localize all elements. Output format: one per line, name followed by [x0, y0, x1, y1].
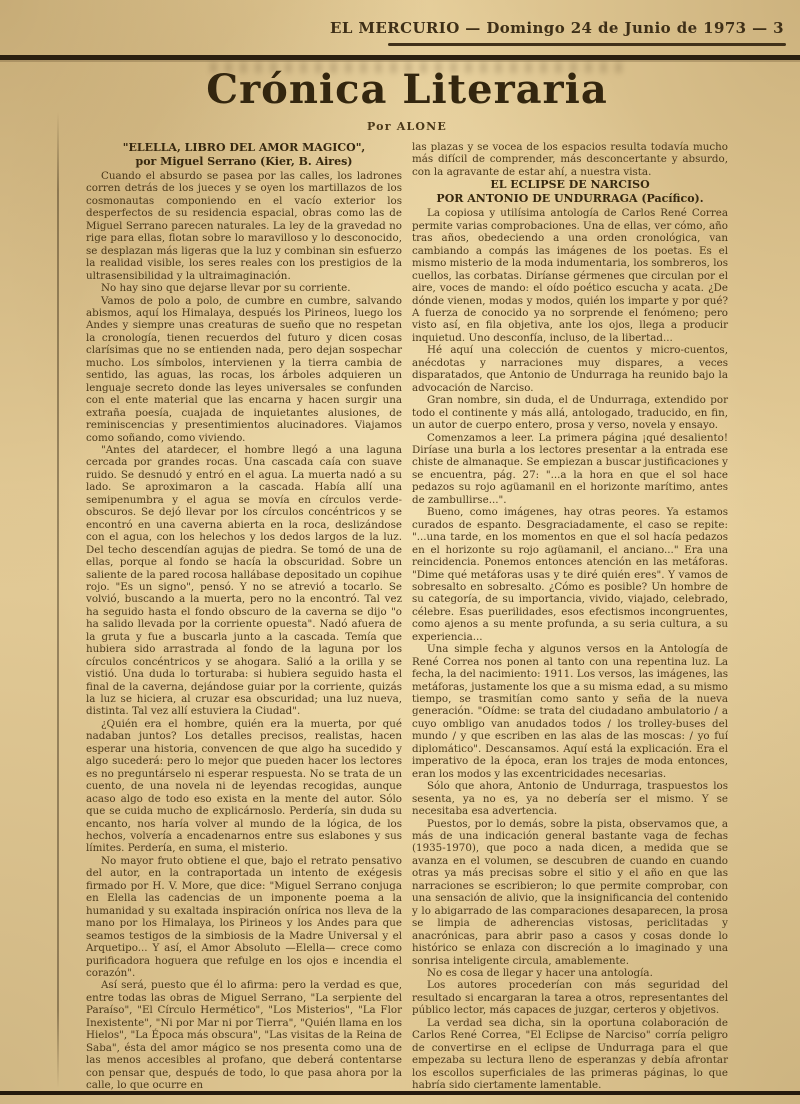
paragraph: Cuando el absurdo se pasea por las calles, los ladrones corren detrás de los jueces y se oyen los martillazos de los cosmonautas componiendo en el vacío exterior los desperfectos de su residencia espacial, obras como las de Miguel Serrano parecen naturales. La ley de la gravedad no rige para ellas, flotan sobre lo maravilloso y lo desconocido, se desplazan más ligeras que la luz y combinan sin esfuerzo la realidad visible, los seres reales con los prestigios de la ultrasensibilidad y la ultraimaginación. [86, 170, 402, 282]
byline: Por ALONE [366, 120, 448, 133]
paragraph: La copiosa y utilísima antología de Carlos René Correa permite varias comprobaciones. Una de ellas, ver cómo, año tras años, obedeciendo a una orden cronológica, van cambiando a compás las imágenes de los poetas. Es el mismo misterio de la moda indumentaria, los sombreros, los cuellos, las corbatas. Diríanse gérmenes que circulan por el aire, voces de mando: el oído poético escucha y acata. ¿De dónde vienen, modas y modos, quién los imparte y por qué? A fuerza de conocido ya no sorprende el fenómeno; pero visto así, en fila objetiva, ante los ojos, llega a producir inquietud. Uno desconfía, incluso, de la libertad... [412, 207, 728, 344]
paragraph: Una simple fecha y algunos versos en la Antología de René Correa nos ponen al tanto con una repentina luz. La fecha, la del nacimiento: 1911. Los versos, las imágenes, las metáforas, justamente los que a su misma edad, a su mismo tiempo, se trasmitían como santo y seña de la nueva generación. "Oídme: se trata del ciudadano ambulatorio / a cuyo ombligo van anudados todos / los trolley-buses del mundo / y que escriben en las alas de las moscas: / yo fuí diplomático". Descansamos. Aquí está la explicación. Era el imperativo de la época, eran los trajes de moda entonces, eran los modos y las excentricidades necesarias. [412, 643, 728, 780]
right-column [412, 141, 728, 1092]
paragraph: Comenzamos a leer. La primera página ¡qué desaliento! Diríase una burla a los lectores presentar a la entrada ese chiste de almanaque. Se empiezan a buscar justificaciones y se encuentra, pág. 27: "...a la hora en que el sol hace pedazos su rojo agüamanil en el horizonte marítimo, antes de zambullirse...". [412, 431, 728, 506]
paragraph: Así será, puesto que él lo afirma: pero la verdad es que, entre todas las obras de Miguel Serrano, "La serpiente del Paraíso", "El Círculo Hermético", "Los Misterios", "La Flor Inexistente", "Ni por Mar ni por Tierra", "Quién llama en los Hielos", "La Época más obscura", "Las visitas de la Reina de Saba", ésta del amor mágico se nos presenta como una de las menos accesibles al profano, que deberá contentarse con pensar que, después de todo, lo que pasa ahora por la calle, lo que ocurre en [86, 979, 402, 1092]
page-title: Crónica Literaria [206, 66, 608, 113]
left-column [86, 141, 402, 1092]
article-heading-elella [86, 141, 402, 168]
paragraph: Vamos de polo a polo, de cumbre en cumbre, salvando abismos, aquí los Himalaya, después los Pirineos, luego los Andes y siempre unas creaturas de sueño que no respetan la cronología, tienen recuerdos del futuro y dicen cosas clarísimas que no se entienden nada, pero dejan sospechar mucho. Los símbolos, intervienen y la tierra cambia de sentido, las aguas, las rocas, los árboles adquieren un lenguaje secreto donde las leyes universales se confunden con el ente material que las encarna y hacen surgir una extraña poesía, cuajada de inquietantes alusiones, de reminiscencias y presentimientos alucinadores. Viajamos como soñando, como viviendo. [86, 294, 402, 444]
article-heading-eclipse [412, 178, 728, 205]
paragraph: No es cosa de llegar y hacer una antología. [427, 967, 653, 979]
paragraph: No hay sino que dejarse llevar por su corriente. [101, 282, 351, 295]
paragraph: La verdad sea dicha, sin la oportuna colaboración de Carlos René Correa, "El Eclipse de Narciso" corría peligro de convertirse en el eclipse de Undurraga para el que empezaba su lectura lleno de esperanzas y debía afrontar los escollos superficiales de las primeras páginas, lo que habría sido ciertamente lamentable. [412, 1016, 728, 1092]
bottom-divider-rule [0, 1091, 800, 1095]
paragraph: Sólo que ahora, Antonio de Undurraga, traspuestos los sesenta, ya no es, ya no debería ser el mismo. Y se necesitaba esa advertencia. [412, 780, 728, 818]
page-left-edge-crease [57, 112, 59, 1088]
masthead: EL MERCURIO — Domingo 24 de Junio de 1973 — 3 [330, 19, 784, 37]
article-heading-elella-line2: por Miguel Serrano (Kier, B. Aires) [135, 154, 353, 168]
paragraph: Puestos, por lo demás, sobre la pista, observamos que, a más de una indicación general bastante vaga de fechas (1935-1970), que poco a nada dicen, a medida que se avanza en el volumen, se descubren de cuando en cuando otras ya más precisas sobre el sitio y el año en que las narraciones se escribieron; lo que permite comprobar, con una sensación de alivio, que la insignificancia del contenido y lo abigarrado de las comparaciones desaparecen, la prosa se limpia de adherencias vistosas, periclitadas y anacrónicas, para abrir paso a casos y cosas donde lo histórico se enlaza con discreción a lo imaginado y una sonrisa inteligente circula, amablemente. [412, 817, 728, 967]
masthead-underline [388, 43, 786, 46]
top-divider-rule [0, 55, 800, 60]
paragraph: No mayor fruto obtiene el que, bajo el retrato pensativo del autor, en la contraportada un intento de exégesis firmado por H. V. More, que dice: "Miguel Serrano conjuga en Elella las cadencias de un imponente poema a la humanidad y su exaltada inspiración onírica nos lleva de la mano por los Himalaya, los Pirineos y los Andes para que seamos testigos de la simbiosis de la Madre Universal y el Arquetipo... Y así, el Amor Absoluto —Elella— crece como purificadora hoguera que refulge en los ojos e incendia el corazón". [86, 854, 402, 979]
paragraph: ¿Quién era el hombre, quién era la muerta, por qué nadaban juntos? Los detalles precisos, realistas, hacen esperar una historia, convencen de que algo ha sucedido y algo sucederá: pero lo mejor que pueden hacer los lectores es no preguntárselo ni esperar respuesta. No se trata de un cuento, de una novela ni de leyendas recogidas, aunque acaso algo de todo eso exista en la mente del autor. Sólo que se cuida mucho de explicárnoslo. Perdería, sin duda su encanto, nos haría volver al mundo de la lógica, de los hechos, volvería a encadenarnos entre sus eslabones y sus límites. Perdería, en suma, el misterio. [86, 717, 402, 855]
article-heading-eclipse-line2: POR ANTONIO DE UNDURRAGA (Pacífico). [436, 191, 704, 205]
continuation-paragraph: las plazas y se vocea de los espacios resulta todavía mucho más difícil de comprender, más desconcertante y absurdo, con la agravante de estar ahí, a nuestra vista. [412, 141, 728, 178]
paragraph: Hé aquí una colección de cuentos y micro-cuentos, anécdotas y narraciones muy dispares, a veces disparatados, que Antonio de Undurraga ha reunido bajo la advocación de Narciso. [412, 344, 728, 394]
paragraph: Gran nombre, sin duda, el de Undurraga, extendido por todo el continente y más allá, antologado, traducido, en fin, un autor de cuerpo entero, prosa y verso, novela y ensayo. [412, 394, 728, 432]
article-columns [86, 141, 728, 1092]
paragraph: "Antes del atardecer, el hombre llegó a una laguna cercada por grandes rocas. Una cascada caía con suave ruido. Se desnudó y entró en el agua. La muerta nadó a su lado. Se aproximaron a la cascada. Había allí una semipenumbra y el agua se movía en círculos verde-obscuros. Se dejó llevar por los círculos concéntricos y se encontró en una caverna abierta en la roca, deslizándose con el agua, con los helechos y los dedos largos de la luz. Del techo descendían agujas de piedra. Se tomó de una de ellas, porque al fondo se hacía la obscuridad. Sobre un saliente de la pared rocosa hallábase depositado un copihue rojo. "Es un signo", pensó. Y no se atrevió a tocarlo. Se volvió, buscando a la muerta, pero no la encontró. Tal vez ha seguido hasta el fondo obscuro de la caverna se dijo "o ha salido llevada por la corriente opuesta". Nadó afuera de la gruta y fue a buscarla junto a la cascada. Temía que hubiera sido arrastrada al fondo de la laguna por los círculos concéntricos y se ahogara. Salió a la orilla y se vistió. Una duda lo torturaba: si hubiera seguido hasta el final de la caverna, dejándose guiar por la corriente, quizás la luz se hiciera, al cruzar esa obscuridad; una luz nueva, distinta. Tal vez allí estuviera la Ciudad". [86, 443, 402, 718]
article-heading-eclipse-line1: EL ECLIPSE DE NARCISO [490, 178, 650, 192]
article-heading-elella-line1: "ELELLA, LIBRO DEL AMOR MAGICO", [122, 141, 366, 154]
paragraph: Los autores procederían con más seguridad del resultado si encargaran la tarea a otros, representantes del público lector, más capaces de juzgar, certeros y objetivos. [412, 979, 728, 1017]
paragraph: Bueno, como imágenes, hay otras peores. Ya estamos curados de espanto. Desgraciadamente, el caso se repite: "...una tarde, en los momentos en que el sol hacía pedazos en el horizonte su rojo agüamanil, el anciano..." Era una reincidencia. Ponemos entonces atención en las metáforas. "Dime qué metáforas usas y te diré quién eres". Y vamos de sobresalto en sobresalto. ¿Cómo es posible? Un hombre de su categoría, de su importancia, vivido, viajado, celebrado, célebre. Esas puerilidades, esos efectismos incongruentes, como ajenos a su mente profunda, a su seria cultura, a su experiencia... [412, 506, 728, 643]
